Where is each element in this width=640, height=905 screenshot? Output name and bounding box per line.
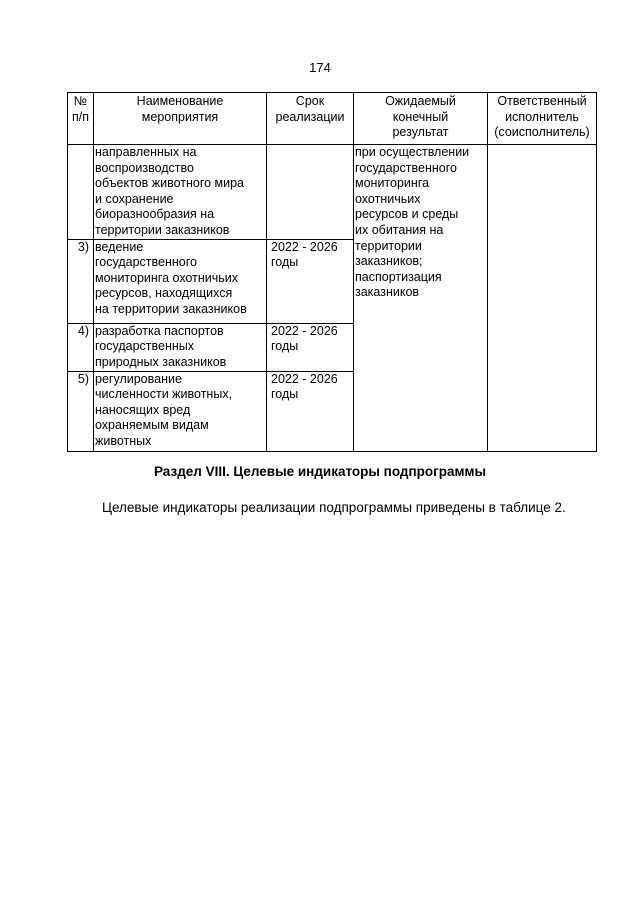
row-number: 3) — [68, 239, 94, 323]
row-event-name: разработка паспортов государственных природных заказников — [94, 323, 267, 371]
row-number — [68, 145, 94, 240]
expected-result-cell: при осуществлении государственного мониторинга охотничьих ресурсов и среды их обитания на территории заказников; паспортизация заказников — [354, 145, 488, 452]
header-term: Срок реализации — [267, 93, 354, 145]
header-executor: Ответственный исполнитель (соисполнитель) — [488, 93, 597, 145]
section-title: Раздел VIII. Целевые индикаторы подпрограммы — [153, 464, 486, 479]
row-term — [267, 145, 354, 240]
row-term: 2022 - 2026 годы — [267, 239, 354, 323]
page-number: 174 — [309, 60, 331, 75]
header-number: № п/п — [68, 93, 94, 145]
row-term: 2022 - 2026 годы — [267, 371, 354, 451]
table-header-row — [68, 93, 597, 145]
header-expected-result: Ожидаемый конечный результат — [354, 93, 488, 145]
row-term: 2022 - 2026 годы — [267, 323, 354, 371]
section-paragraph: Целевые индикаторы реализации подпрограммы приведены в таблице 2. — [102, 500, 566, 515]
executor-cell — [488, 145, 597, 452]
row-event-name: направленных на воспроизводство объектов животного мира и сохранение биоразнообразия на территории заказников — [94, 145, 267, 240]
table-row — [68, 145, 597, 240]
header-event-name: Наименование мероприятия — [94, 93, 267, 145]
row-event-name: ведение государственного мониторинга охотничьих ресурсов, находящихся на территории заказников — [94, 239, 267, 323]
events-table — [67, 92, 597, 452]
row-number: 5) — [68, 371, 94, 451]
row-event-name: регулирование численности животных, наносящих вред охраняемым видам животных — [94, 371, 267, 451]
row-number: 4) — [68, 323, 94, 371]
